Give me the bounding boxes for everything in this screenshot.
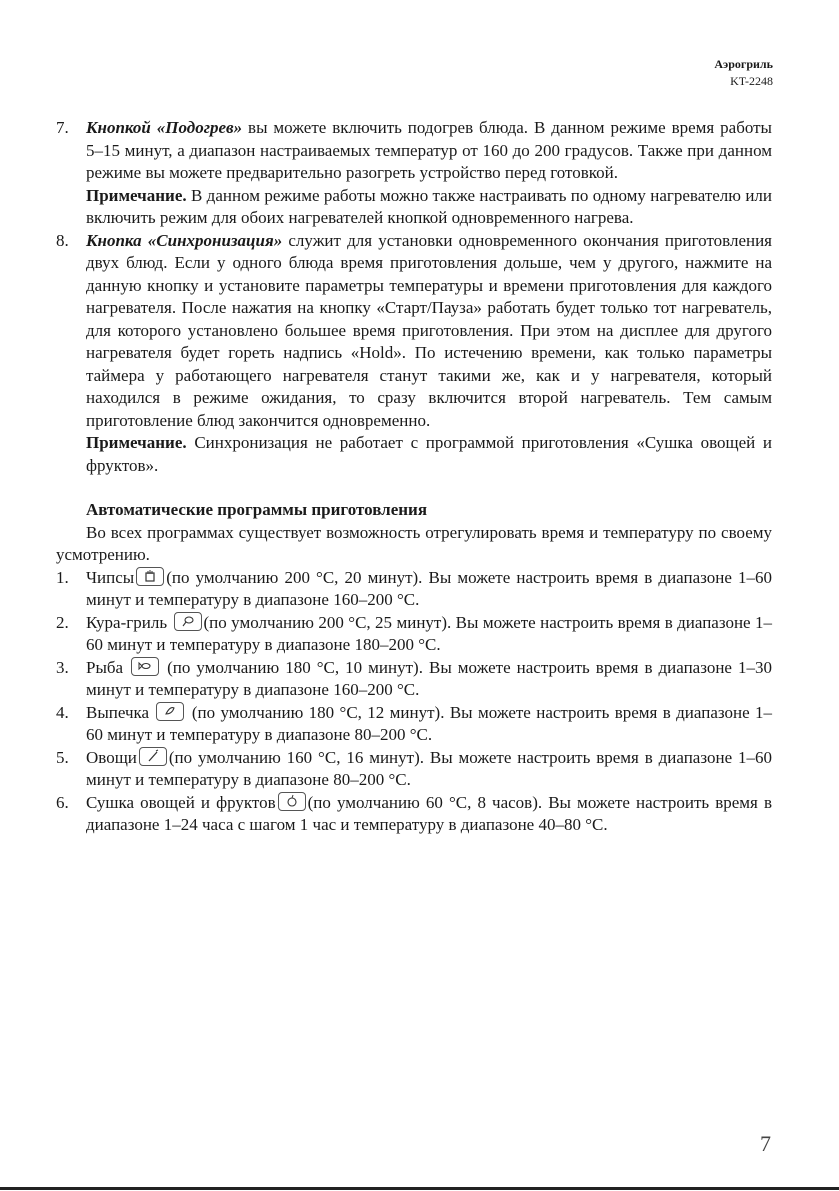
item-number: 1. bbox=[56, 567, 69, 587]
page-header bbox=[714, 56, 773, 90]
program-name: Сушка овощей и фруктов bbox=[86, 792, 276, 812]
item-number: 2. bbox=[56, 612, 69, 632]
model-number: KT-2248 bbox=[730, 74, 773, 88]
note-text: В данном режиме работы можно также настраивать по одному нагревателю или включить режим для обоих нагревателей кнопкой одновременного нагрева. bbox=[86, 185, 772, 227]
program-item bbox=[56, 747, 772, 792]
item-lead: Кнопкой «Подогрев» bbox=[86, 118, 243, 137]
program-name: Чипсы bbox=[86, 567, 135, 587]
item-lead: Кнопка «Синхронизация» bbox=[86, 230, 283, 250]
item-number: 8. bbox=[56, 230, 69, 250]
bottom-rule bbox=[0, 1187, 839, 1190]
item-number: 4. bbox=[56, 702, 69, 722]
program-item bbox=[56, 792, 772, 837]
program-name: Овощи bbox=[86, 747, 137, 767]
program-item bbox=[56, 567, 772, 612]
note-text: Синхронизация не работает с программой приготовления «Сушка овощей и фруктов». bbox=[86, 433, 772, 475]
fries-icon bbox=[136, 567, 164, 586]
program-text: (по умолчанию 200 °C, 20 минут). Вы можете настроить время в диапазоне 1–60 минут и температуру в диапазоне 160–200 °C. bbox=[86, 567, 772, 609]
program-text: (по умолчанию 180 °C, 10 минут). Вы можете настроить время в диапазоне 1–30 минут и температуру в диапазоне 160–200 °C. bbox=[86, 657, 772, 699]
note-label: Примечание. bbox=[86, 433, 187, 452]
fish-icon bbox=[131, 657, 159, 676]
item-number: 6. bbox=[56, 792, 69, 812]
item-number: 5. bbox=[56, 747, 69, 767]
chicken-icon bbox=[174, 612, 202, 631]
program-item bbox=[56, 612, 772, 657]
program-item bbox=[56, 702, 772, 747]
item-number: 3. bbox=[56, 657, 69, 677]
list-item bbox=[56, 230, 772, 478]
program-name: Кура-гриль bbox=[86, 612, 168, 632]
program-name: Рыба bbox=[86, 657, 124, 677]
page-content bbox=[56, 117, 772, 837]
item-number: 7. bbox=[56, 118, 69, 137]
program-item bbox=[56, 657, 772, 702]
baking-icon bbox=[156, 702, 184, 721]
dried-fruit-icon bbox=[278, 792, 306, 811]
program-name: Выпечка bbox=[86, 702, 150, 722]
page-number: 7 bbox=[760, 1131, 771, 1156]
program-text: (по умолчанию 60 °C, 8 часов). Вы можете настроить время в диапазоне 1–24 часа с шагом 1 час и температуру в диапазоне 40–80 °C. bbox=[86, 792, 772, 834]
section-intro: Во всех программах существует возможность отрегулировать время и температуру по своему усмотрению. bbox=[56, 522, 772, 564]
vegetables-icon bbox=[139, 747, 167, 766]
item-text: вы можете включить подогрев блюда. В данном режиме время работы 5–15 минут, а диапазон настраиваемых температур от 160 до 200 градусов. Также при данном режиме вы можете предварительно разогреть устройство перед готовкой. bbox=[86, 118, 772, 182]
program-text: (по умолчанию 200 °C, 25 минут). Вы можете настроить время в диапазоне 1–60 минут и температуру в диапазоне 180–200 °C. bbox=[86, 612, 773, 654]
item-text: служит для установки одновременного окончания приготовления двух блюд. Если у одного блюда время приготовления дольше, чем у другого, нажмите на данную кнопку и установите параметры температуры и времени приготовления для каждого нагревателя. После нажатия на кнопку «Старт/Пауза» работать будет только тот нагреватель, для которого установлено большее время приготовления. При этом на дисплее для другого нагревателя будет гореть надпись «Hold». По истечению времени, как только параметры таймера у работающего нагревателя станут такими же, как и у нагревателя, который находился в режиме ожидания, то сразу включится второй нагреватель. Тем самым приготовление блюд закончится одновременно. bbox=[86, 230, 773, 430]
note-label: Примечание. bbox=[86, 185, 187, 205]
program-text: (по умолчанию 180 °C, 12 минут). Вы можете настроить время в диапазоне 1–60 минут и температуру в диапазоне 80–200 °C. bbox=[86, 702, 772, 744]
program-text: (по умолчанию 160 °C, 16 минут). Вы можете настроить время в диапазоне 1–60 минут и температуру в диапазоне 80–200 °C. bbox=[86, 747, 772, 789]
product-name: Аэрогриль bbox=[714, 57, 773, 71]
section-title: Автоматические программы приготовления bbox=[86, 500, 428, 519]
list-item bbox=[56, 117, 772, 230]
